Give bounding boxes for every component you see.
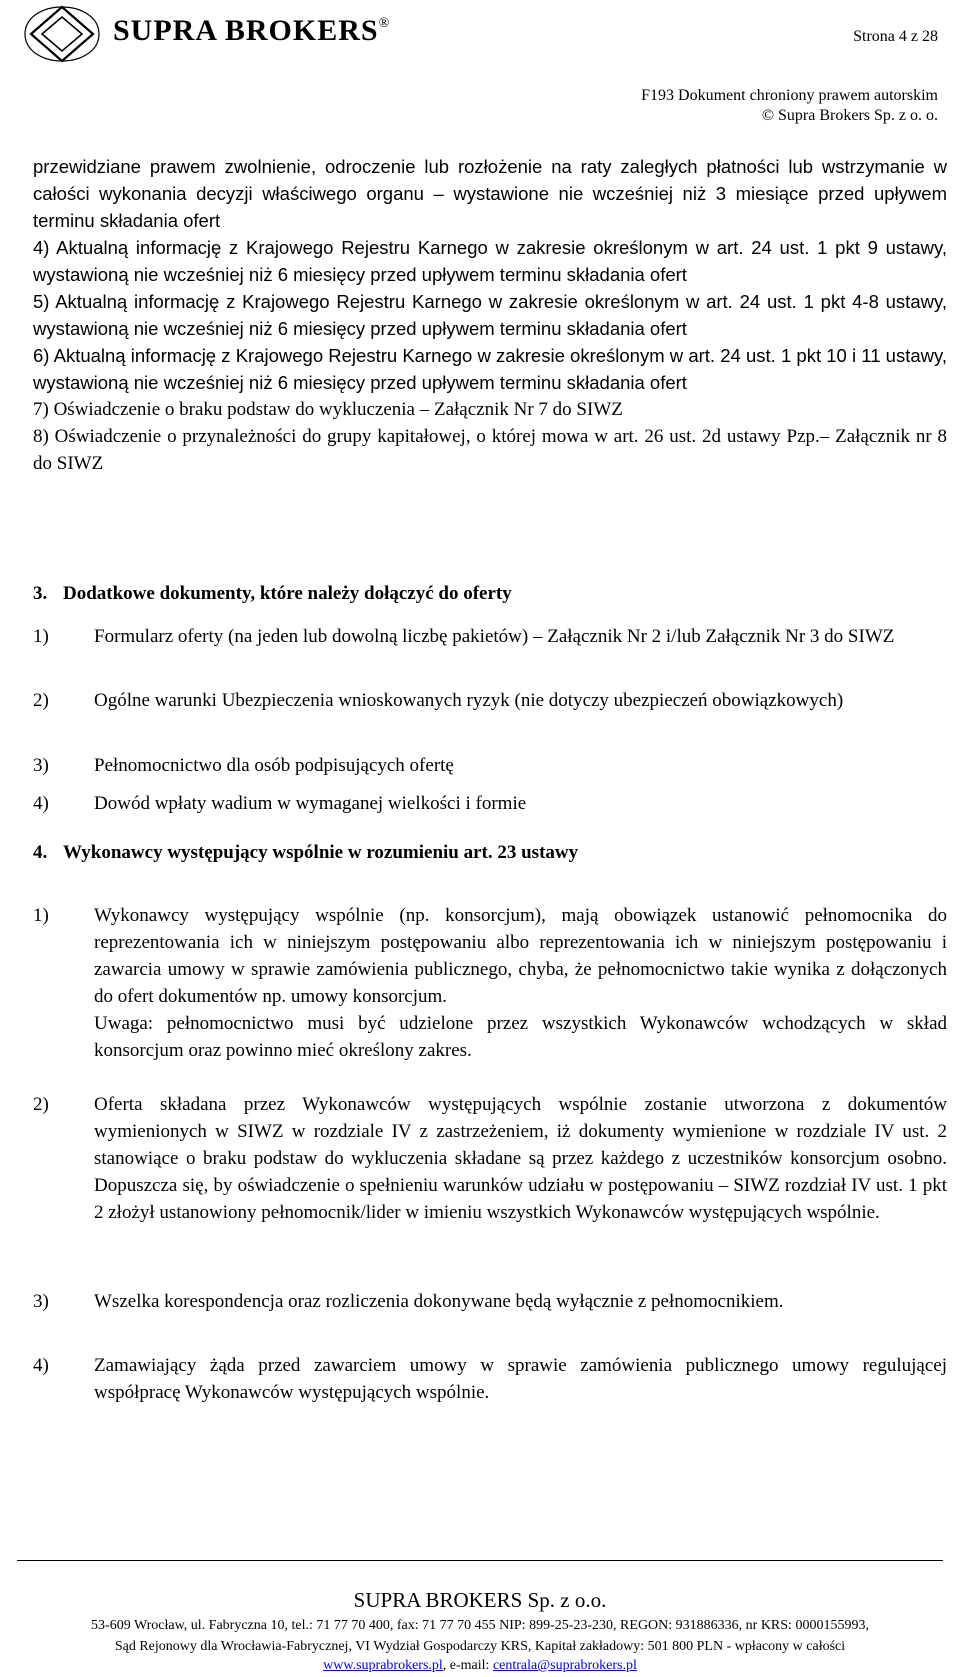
list-item-text: Wykonawcy występujący wspólnie (np. konsorcjum), mają obowiązek ustanowić pełnomocnika do reprezentowania ich w niniejszym postępowaniu albo reprezentowania ich w niniejszym postępowaniu i zawarcia umowy w sprawie zamówienia publicznego, chyba, że pełnomocnictwo takie wynika z dołączonych do ofert dokumentów np. umowy konsorcjum. [94,905,947,1007]
requirement-item-6: 6) Aktualną informację z Krajowego Rejestru Karnego w zakresie określonym w art. 24 ust. 1 pkt 10 i 11 ustawy, wystawioną nie wcześniej niż 6 miesięcy przed upływem terminu składania ofert [33,345,947,393]
section-4-heading [33,842,578,864]
email-link[interactable]: centrala@suprabrokers.pl [492,1658,637,1673]
intro-paragraph [33,153,947,477]
footer-divider [17,1560,943,1561]
list-item [33,1288,947,1315]
list-item [33,790,947,817]
list-item [33,752,947,779]
footer-company: SUPRA BROKERS Sp. z o.o. [353,1588,607,1612]
list-item-text: Pełnomocnictwo dla osób podpisujących ofertę [94,755,454,776]
list-item-number: 3) [33,755,49,776]
supra-brokers-logo-icon [17,3,107,65]
list-item-text: Zamawiający żąda przed zawarciem umowy w sprawie zamówienia publicznego umowy regulującej współpracę Wykonawców występujących wspólnie. [94,1355,947,1403]
page-number: Strona 4 z 28 [853,28,938,45]
email-label: , e-mail: [442,1658,493,1673]
requirement-item-4: 4) Aktualną informację z Krajowego Rejestru Karnego w zakresie określonym w art. 24 ust. 1 pkt 9 ustawy, wystawioną nie wcześniej niż 6 miesięcy przed upływem terminu składania ofert [33,237,947,285]
list-item-text: Dowód wpłaty wadium w wymaganej wielkości i formie [94,793,527,814]
section-number: 3. [33,583,48,604]
intro-text: przewidziane prawem zwolnienie, odroczenie lub rozłożenie na raty zaległych płatności lub wstrzymanie w całości wykonania decyzji właściwego organu – wystawione nie wcześniej niż 3 miesiące przed upływem terminu składania ofert [33,156,947,231]
section-number: 4. [33,842,48,863]
requirement-item-5: 5) Aktualną informację z Krajowego Rejestru Karnego w zakresie określonym w art. 24 ust. 1 pkt 4-8 ustawy, wystawioną nie wcześniej niż 6 miesięcy przed upływem terminu składania ofert [33,291,947,339]
list-item-number: 2) [33,1094,49,1115]
document-meta [641,86,938,126]
footer-court: Sąd Rejonowy dla Wrocławia-Fabrycznej, VI Wydział Gospodarczy KRS, Kapitał zakładowy: 501 800 PLN - wpłacony w całości [114,1639,846,1654]
requirement-item-8: 8) Oświadczenie o przynależności do grupy kapitałowej, o której mowa w art. 26 ust. 2d ustawy Pzp.– Załącznik nr 8 do SIWZ [33,426,947,474]
registered-mark: ® [378,16,391,31]
list-item-number: 1) [33,905,49,926]
list-item [33,623,947,650]
list-item-text: Wszelka korespondencja oraz rozliczenia dokonywane będą wyłącznie z pełnomocnikiem. [94,1291,784,1312]
section-title: Dodatkowe dokumenty, które należy dołączyć do oferty [63,583,512,604]
list-item-text: Ogólne warunki Ubezpieczenia wnioskowanych ryzyk (nie dotyczy ubezpieczeń obowiązkowych) [94,690,844,711]
list-item [33,1091,947,1226]
brand-text: SUPRA BROKERS [113,14,379,47]
requirement-item-7: 7) Oświadczenie o braku podstaw do wykluczenia – Załącznik Nr 7 do SIWZ [33,399,623,420]
document-id: F193 Dokument chroniony prawem autorskim [641,87,938,104]
list-item-note: Uwaga: pełnomocnictwo musi być udzielone przez wszystkich Wykonawców wchodzących w skład konsorcjum oraz powinno mieć określony zakres. [94,1013,947,1061]
copyright-notice: © Supra Brokers Sp. z o. o. [761,107,938,124]
list-item-text: Formularz oferty (na jeden lub dowolną liczbę pakietów) – Załącznik Nr 2 i/lub Załącznik Nr 3 do SIWZ [94,626,895,647]
footer-contacts [0,1658,960,1674]
section-title: Wykonawcy występujący wspólnie w rozumieniu art. 23 ustawy [63,842,579,863]
website-link[interactable]: www.suprabrokers.pl [323,1658,443,1673]
list-item-number: 2) [33,690,49,711]
list-item [33,902,947,1064]
list-item-text: Oferta składana przez Wykonawców występujących wspólnie zostanie utworzona z dokumentów wymienionych w SIWZ w rozdziale IV z zastrzeżeniem, iż dokumenty wymienione w rozdziale IV ust. 2 stanowiące o braku podstaw do wykluczenia składane są przez każdego z uczestników konsorcjum osobno. Dopuszcza się, by oświadczenie o spełnieniu warunków udziału w postępowaniu – SIWZ rozdział IV ust. 1 pkt 2 złożył ustanowiony pełnomocnik/lider w imieniu wszystkich Wykonawców występujących wspólnie. [94,1094,947,1223]
footer-address: 53-609 Wrocław, ul. Fabryczna 10, tel.: 71 77 70 400, fax: 71 77 70 455 NIP: 899-25-23-230, REGON: 931886336, nr KRS: 0000155993, [91,1618,869,1633]
list-item-number: 3) [33,1291,49,1312]
list-item-number: 4) [33,1355,49,1376]
list-item-number: 1) [33,626,49,647]
list-item [33,1352,947,1406]
section-3-heading [33,583,512,605]
list-item [33,687,947,714]
list-item-number: 4) [33,793,49,814]
brand-name [113,14,390,48]
